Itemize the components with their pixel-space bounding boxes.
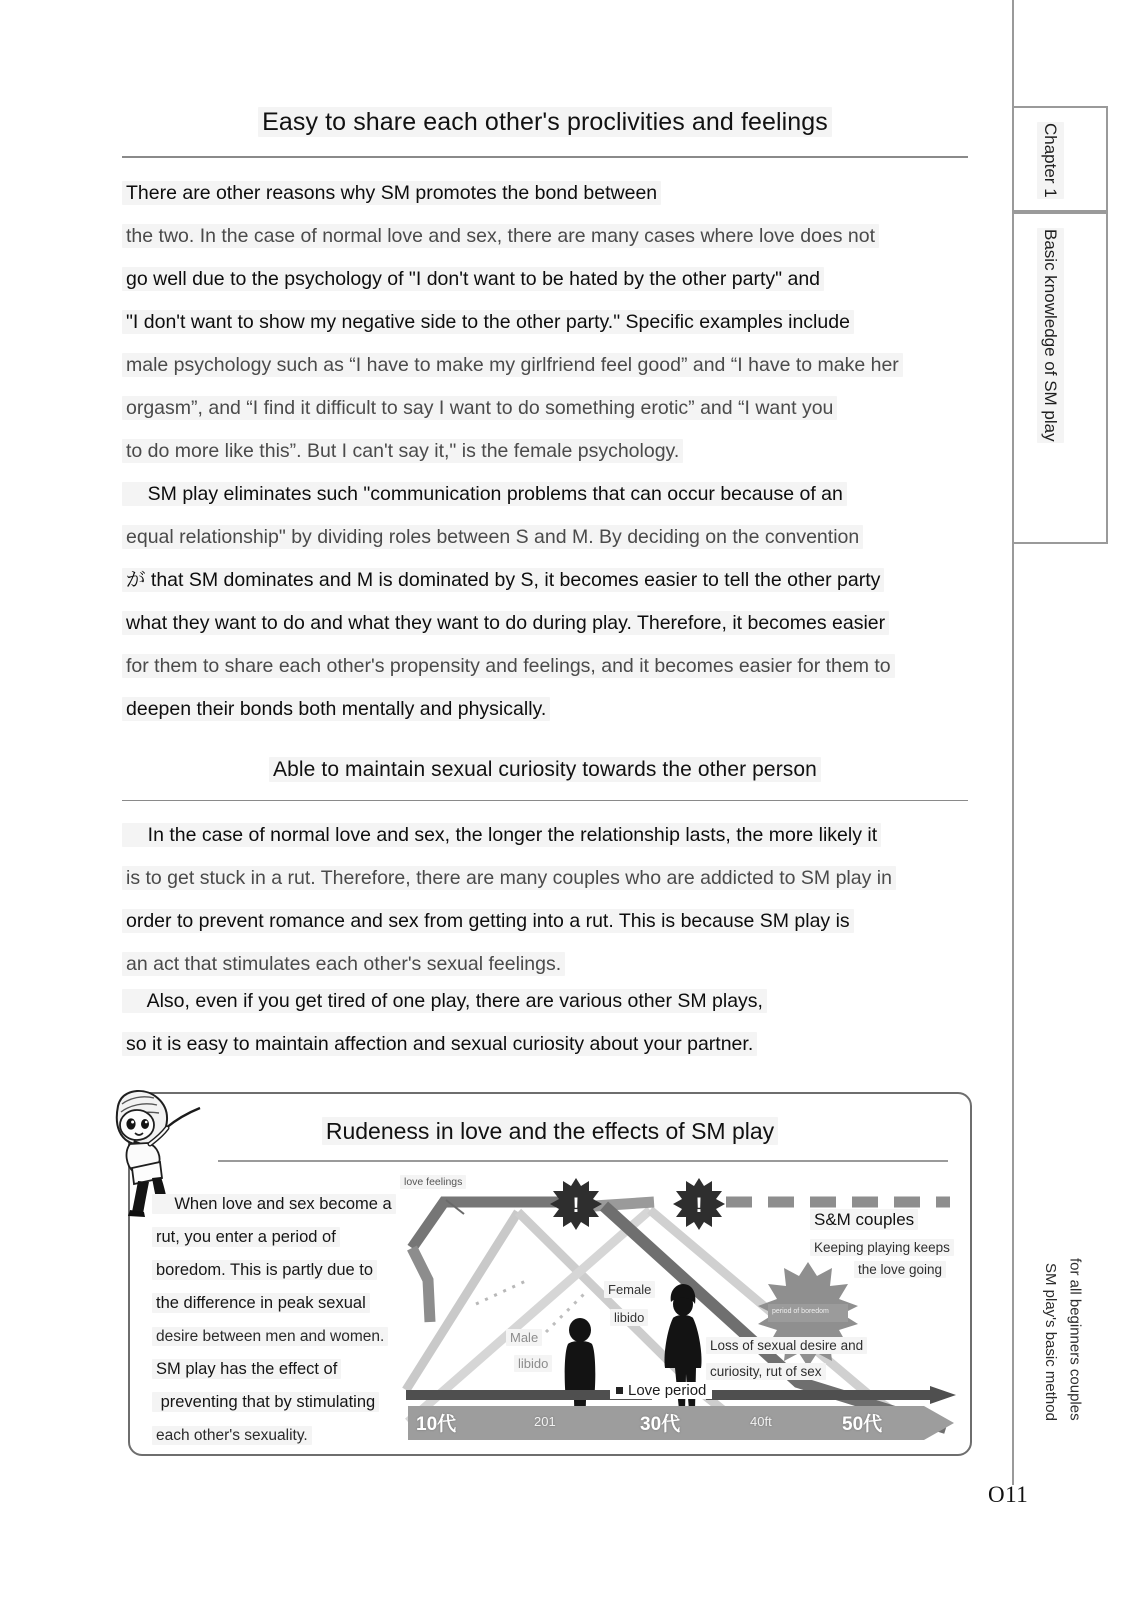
age-tick-3: 40ft: [750, 1414, 772, 1429]
paragraph-1-2: [122, 473, 970, 731]
love-period-label: Love period: [610, 1382, 712, 1399]
paragraph-line: が that SM dominates and M is dominated by S, it becomes easier to tell the other party: [122, 568, 884, 592]
chart-note-sm-1: Keeping playing keeps: [810, 1238, 954, 1257]
paragraph-line: is to get stuck in a rut. Therefore, there are many couples who are addicted to SM play in: [122, 866, 896, 890]
chart-label-period-of-boredom: period of boredom: [772, 1308, 829, 1315]
figure-caption-line: the difference in peak sexual: [152, 1293, 370, 1313]
paragraph-line: deepen their bonds both mentally and physically.: [122, 697, 550, 721]
age-tick-0: 10代: [416, 1414, 457, 1435]
paragraph-line: equal relationship" by dividing roles between S and M. By deciding on the convention: [122, 525, 863, 549]
rail-tab-title[interactable]: [1012, 212, 1108, 544]
chart-label-male-libido-1: Male: [506, 1330, 542, 1345]
figure-caption: [152, 1188, 402, 1452]
section-heading-2-text: Able to maintain sexual curiosity towards the other person: [269, 757, 821, 782]
paragraph-line: what they want to do and what they want to do during play. Therefore, it becomes easier: [122, 611, 889, 635]
section-divider-2: [122, 800, 968, 801]
figure-caption-line: boredom. This is partly due to: [152, 1260, 377, 1280]
section-heading-1-text: Easy to share each other's proclivities and feelings: [258, 107, 832, 137]
rail-footer-line-2: for all beginners couples: [1066, 1258, 1084, 1421]
paragraph-line: "I don't want to show my negative side to the other party." Specific examples include: [122, 310, 854, 334]
paragraph-line: order to prevent romance and sex from getting into a rut. This is because SM play is: [122, 909, 854, 933]
chart-label-female-libido-2: libido: [610, 1310, 648, 1325]
paragraph-line: SM play eliminates such "communication problems that can occur because of an: [122, 482, 847, 506]
paragraph-line: Also, even if you get tired of one play, there are various other SM plays,: [122, 989, 767, 1013]
paragraph-line: There are other reasons why SM promotes the bond between: [122, 181, 661, 205]
age-axis-band: [408, 1406, 954, 1440]
chart-label-female-libido-1: Female: [604, 1282, 655, 1297]
paragraph-line: In the case of normal love and sex, the longer the relationship lasts, the more likely it: [122, 823, 881, 847]
rail-tab-title-label: Basic knowledge of SM play: [1037, 228, 1064, 443]
rail-footer: [1040, 1258, 1084, 1478]
figure-caption-line: rut, you enter a period of: [152, 1227, 340, 1247]
figure-caption-line: When love and sex become a: [152, 1194, 396, 1214]
rail-tab-chapter-label: Chapter 1: [1037, 122, 1064, 199]
svg-text:!: !: [572, 1194, 580, 1217]
alert-burst-2: [673, 1178, 725, 1230]
chapter-rail: [1012, 0, 1128, 1600]
chart-note-sm-2: the love going: [854, 1260, 946, 1279]
paragraph-line: the two. In the case of normal love and sex, there are many cases where love does not: [122, 224, 879, 248]
section-heading-2: [122, 758, 968, 782]
paragraph-line: orgasm”, and “I find it difficult to say I want to do something erotic” and “I want you: [122, 396, 837, 420]
age-tick-1: 201: [534, 1414, 556, 1429]
chart-note-loss-2: curiosity, rut of sex: [706, 1362, 826, 1381]
paragraph-line: go well due to the psychology of "I don't want to be hated by the other party" and: [122, 267, 824, 291]
bullet-square-icon: [616, 1387, 623, 1394]
figure-caption-line: desire between men and women.: [152, 1327, 388, 1346]
paragraph-2-1: [122, 814, 970, 986]
paragraph-1-1: [122, 172, 970, 473]
chart-label-male-libido-2: libido: [514, 1356, 552, 1371]
figure-title: [128, 1118, 972, 1145]
alert-burst-1: [550, 1178, 602, 1230]
section-heading-1: [122, 108, 968, 137]
paragraph-line: to do more like this”. But I can't say it," is the female psychology.: [122, 439, 683, 463]
rail-tab-chapter[interactable]: [1012, 106, 1108, 212]
page-number: O11: [988, 1482, 1029, 1507]
paragraph-line: for them to share each other's propensity and feelings, and it becomes easier for them to: [122, 654, 895, 678]
figure-caption-line: SM play has the effect of: [152, 1359, 341, 1379]
figure-caption-line: preventing that by stimulating: [152, 1392, 379, 1412]
paragraph-line: an act that stimulates each other's sexual feelings.: [122, 952, 565, 976]
age-tick-4: 50代: [842, 1414, 883, 1435]
chart-label-sm-couples: S&M couples: [810, 1210, 918, 1230]
paragraph-line: male psychology such as “I have to make my girlfriend feel good” and “I have to make her: [122, 353, 903, 377]
figure-caption-line: each other's sexuality.: [152, 1426, 312, 1445]
paragraph-line: so it is easy to maintain affection and sexual curiosity about your partner.: [122, 1032, 757, 1056]
love-feelings-tail: [412, 1248, 430, 1322]
rail-footer-line-1: SM play's basic method: [1042, 1262, 1059, 1421]
section-divider-1: [122, 156, 968, 158]
paragraph-2-2: [122, 980, 970, 1066]
age-tick-2: 30代: [640, 1414, 681, 1435]
figure-divider: [218, 1160, 948, 1162]
svg-text:!: !: [695, 1194, 703, 1217]
chart-label-love-feelings: love feelings: [400, 1176, 466, 1188]
figure-title-text: Rudeness in love and the effects of SM play: [322, 1117, 778, 1145]
chart-note-loss-1: Loss of sexual desire and: [706, 1336, 867, 1355]
